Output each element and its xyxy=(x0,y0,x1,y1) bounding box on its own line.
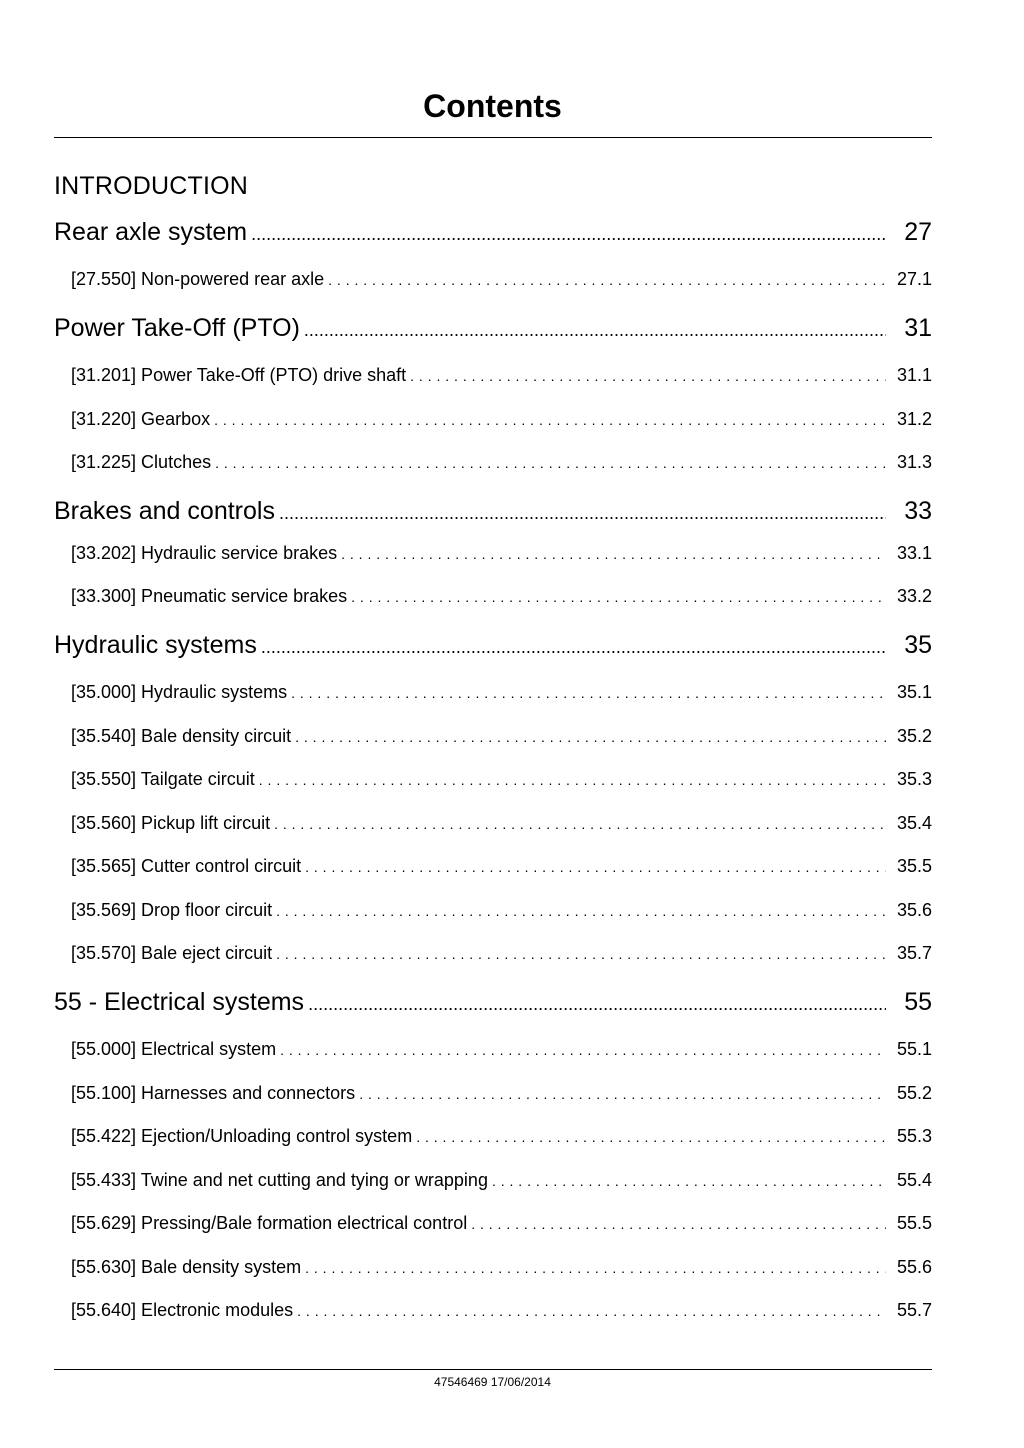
toc-section-31-201[interactable] xyxy=(71,362,932,388)
dot-leader xyxy=(276,897,886,924)
toc-section-55-000[interactable] xyxy=(71,1036,932,1062)
toc-section-page: 55.2 xyxy=(896,1083,932,1103)
toc-section-page: 31.2 xyxy=(896,409,932,429)
dot-leader xyxy=(295,723,886,750)
toc-chapter-page: 35 xyxy=(904,631,932,659)
toc-section-label: [55.630] Bale density system xyxy=(71,1257,302,1277)
toc-chapter-label: Hydraulic systems xyxy=(54,631,257,659)
toc-section-label: [55.100] Harnesses and connectors xyxy=(71,1083,356,1103)
toc-section-page: 33.2 xyxy=(896,586,932,606)
toc-section-55-422[interactable] xyxy=(71,1123,932,1149)
toc-section-label: [35.560] Pickup lift circuit xyxy=(71,813,271,833)
toc-section-55-630[interactable] xyxy=(71,1254,932,1280)
bottom-divider xyxy=(54,1369,932,1370)
toc-section-label: [55.000] Electrical system xyxy=(71,1039,277,1059)
toc-section-label: [33.202] Hydraulic service brakes xyxy=(71,543,338,563)
toc-section-55-640[interactable] xyxy=(71,1297,932,1323)
toc-chapter-page: 55 xyxy=(904,988,932,1016)
toc-section-page: 35.7 xyxy=(896,943,932,963)
toc-chapter-power-take-off[interactable] xyxy=(54,311,932,345)
toc-section-label: [35.540] Bale density circuit xyxy=(71,726,292,746)
toc-section-55-100[interactable] xyxy=(71,1080,932,1106)
toc-section-label: [27.550] Non-powered rear axle xyxy=(71,269,325,289)
toc-section-55-433[interactable] xyxy=(71,1167,932,1193)
toc-chapter-page: 31 xyxy=(904,314,932,342)
toc-chapter-electrical-systems[interactable] xyxy=(54,985,932,1019)
toc-section-label: [31.225] Clutches xyxy=(71,452,212,472)
dot-leader xyxy=(261,628,886,664)
toc-section-31-225[interactable] xyxy=(71,449,932,475)
toc-chapter-brakes-and-controls[interactable] xyxy=(54,494,932,528)
toc-section-label: [55.433] Twine and net cutting and tying or wrapping xyxy=(71,1170,488,1190)
toc-section-label: [35.000] Hydraulic systems xyxy=(71,682,288,702)
toc-section-page: 35.6 xyxy=(896,900,932,920)
page-title: Contents xyxy=(423,88,562,124)
toc-section-page: 35.3 xyxy=(896,769,932,789)
dot-leader xyxy=(304,311,886,347)
toc-section-label: [35.570] Bale eject circuit xyxy=(71,943,273,963)
introduction-heading: INTRODUCTION xyxy=(54,172,249,200)
dot-leader xyxy=(279,494,886,530)
dot-leader xyxy=(471,1210,886,1237)
dot-leader xyxy=(351,583,886,610)
dot-leader xyxy=(276,940,886,967)
dot-leader xyxy=(291,679,886,706)
toc-chapter-label: Power Take-Off (PTO) xyxy=(54,314,300,342)
dot-leader xyxy=(274,810,886,837)
top-divider xyxy=(54,137,932,138)
toc-section-label: [55.640] Electronic modules xyxy=(71,1300,294,1320)
toc-section-label: [35.569] Drop floor circuit xyxy=(71,900,273,920)
dot-leader xyxy=(214,406,886,433)
toc-section-page: 35.4 xyxy=(896,813,932,833)
toc-section-page: 31.1 xyxy=(896,365,932,385)
toc-section-33-202[interactable] xyxy=(71,540,932,566)
dot-leader xyxy=(410,362,886,389)
toc-section-page: 35.1 xyxy=(896,682,932,702)
dot-leader xyxy=(341,540,886,567)
toc-section-page: 35.5 xyxy=(896,856,932,876)
toc-section-label: [31.201] Power Take-Off (PTO) drive shaft xyxy=(71,365,407,385)
dot-leader xyxy=(416,1123,886,1150)
dot-leader xyxy=(359,1080,886,1107)
toc-section-35-565[interactable] xyxy=(71,853,932,879)
dot-leader xyxy=(305,853,886,880)
toc-section-page: 55.4 xyxy=(896,1170,932,1190)
dot-leader xyxy=(251,215,886,251)
toc-section-33-300[interactable] xyxy=(71,583,932,609)
toc-section-label: [55.629] Pressing/Bale formation electrical control xyxy=(71,1213,468,1233)
toc-section-35-570[interactable] xyxy=(71,940,932,966)
toc-section-label: [31.220] Gearbox xyxy=(71,409,211,429)
toc-section-35-560[interactable] xyxy=(71,810,932,836)
toc-section-35-000[interactable] xyxy=(71,679,932,705)
toc-section-55-629[interactable] xyxy=(71,1210,932,1236)
toc-section-page: 55.3 xyxy=(896,1126,932,1146)
dot-leader xyxy=(328,266,886,293)
toc-section-page: 31.3 xyxy=(896,452,932,472)
toc-section-35-550[interactable] xyxy=(71,766,932,792)
toc-section-page: 55.6 xyxy=(896,1257,932,1277)
dot-leader xyxy=(305,1254,886,1281)
dot-leader xyxy=(280,1036,886,1063)
toc-section-page: 55.1 xyxy=(896,1039,932,1059)
toc-chapter-label: Brakes and controls xyxy=(54,497,275,525)
toc-section-label: [55.422] Ejection/Unloading control system xyxy=(71,1126,413,1146)
toc-section-page: 55.7 xyxy=(896,1300,932,1320)
toc-section-label: [33.300] Pneumatic service brakes xyxy=(71,586,348,606)
dot-leader xyxy=(297,1297,886,1324)
footer-document-id: 47546469 17/06/2014 xyxy=(434,1375,551,1389)
toc-section-page: 35.2 xyxy=(896,726,932,746)
toc-section-35-540[interactable] xyxy=(71,723,932,749)
toc-section-35-569[interactable] xyxy=(71,897,932,923)
toc-chapter-page: 27 xyxy=(904,218,932,246)
dot-leader xyxy=(492,1167,886,1194)
toc-section-31-220[interactable] xyxy=(71,406,932,432)
dot-leader xyxy=(259,766,886,793)
toc-section-page: 27.1 xyxy=(896,269,932,289)
dot-leader xyxy=(215,449,886,476)
dot-leader xyxy=(308,985,886,1021)
toc-chapter-label: 55 - Electrical systems xyxy=(54,988,305,1016)
toc-section-page: 55.5 xyxy=(896,1213,932,1233)
toc-chapter-rear-axle-system[interactable] xyxy=(54,215,932,249)
toc-chapter-hydraulic-systems[interactable] xyxy=(54,628,932,662)
toc-section-27-550[interactable] xyxy=(71,266,932,292)
toc-chapter-label: Rear axle system xyxy=(54,218,248,246)
toc-section-label: [35.550] Tailgate circuit xyxy=(71,769,255,789)
toc-section-label: [35.565] Cutter control circuit xyxy=(71,856,302,876)
toc-section-page: 33.1 xyxy=(896,543,932,563)
toc-chapter-page: 33 xyxy=(904,497,932,525)
